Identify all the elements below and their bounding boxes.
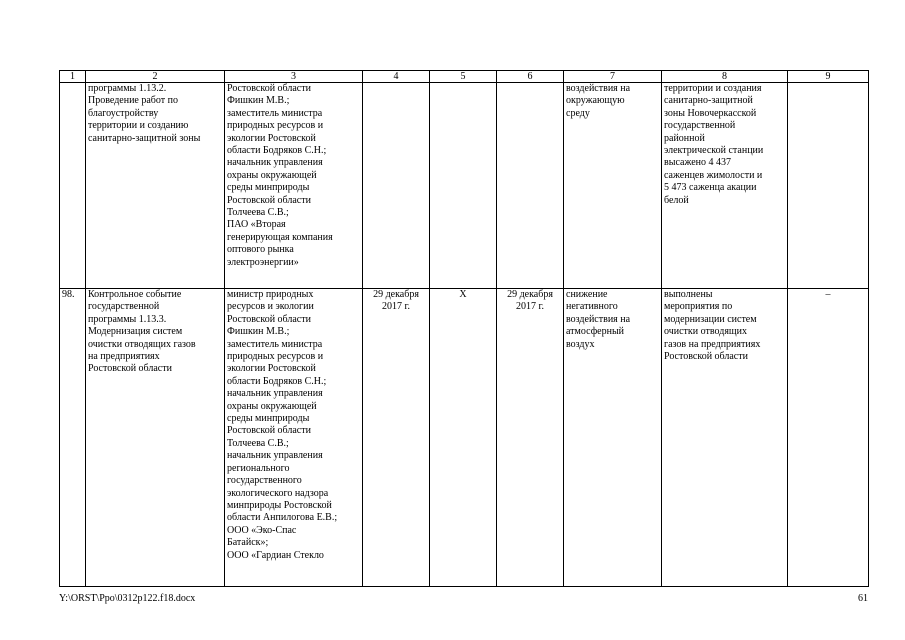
header-cell: 5 [430, 71, 497, 83]
info-cell: выполнены мероприятия по модернизации систем очистки отводящих газов на предприятиях Ростовской области [662, 289, 788, 587]
header-cell: 1 [60, 71, 86, 83]
header-cell: 3 [225, 71, 363, 83]
info-cell: территории и создания санитарно-защитной зоны Новочеркасской государственной районной электрической станции высажено 4 437 саженцев жимолости и 5 473 саженца акации белой [662, 83, 788, 289]
page-number: 61 [858, 593, 868, 604]
header-cell: 7 [564, 71, 662, 83]
table-row [60, 289, 869, 587]
column-9-cell [788, 83, 869, 289]
actual-date-cell: 29 декабря 2017 г. [497, 289, 564, 587]
header-cell: 2 [86, 71, 225, 83]
event-name-cell: программы 1.13.2. Проведение работ по благоустройству территории и созданию санитарно-защитной зоны [86, 83, 225, 289]
result-cell: снижение негативного воздействия на атмосферный воздух [564, 289, 662, 587]
header-cell: 8 [662, 71, 788, 83]
planned-date-cell [363, 83, 430, 289]
report-table [59, 70, 869, 587]
header-cell: 6 [497, 71, 564, 83]
row-number-cell: 98. [60, 289, 86, 587]
actual-date-cell [497, 83, 564, 289]
column-number-row [60, 71, 869, 83]
header-cell: 4 [363, 71, 430, 83]
table-row [60, 83, 869, 289]
column-5-cell: Х [430, 289, 497, 587]
footer-file-path: Y:\ORST\Ppo\0312p122.f18.docx [59, 593, 196, 604]
planned-date-cell: 29 декабря 2017 г. [363, 289, 430, 587]
result-cell: воздействия на окружающую среду [564, 83, 662, 289]
responsible-cell: министр природных ресурсов и экологии Ростовской области Фишкин М.В.; заместитель министра природных ресурсов и экологии Ростовской области Бодряков С.Н.; начальник управления охраны окружающей среды минприроды Ростовской области Толчеева С.В.; начальник управления регионального государственного экологического надзора минприроды Ростовской области Анпилогова Е.В.; ООО «Эко-Спас Батайск»; ООО «Гардиан Стекло [225, 289, 363, 587]
row-number-cell [60, 83, 86, 289]
event-name-cell: Контрольное событие государственной программы 1.13.3. Модернизация систем очистки отводящих газов на предприятиях Ростовской области [86, 289, 225, 587]
column-9-cell: – [788, 289, 869, 587]
column-5-cell [430, 83, 497, 289]
responsible-cell: Ростовской области Фишкин М.В.; заместитель министра природных ресурсов и экологии Ростовской области Бодряков С.Н.; начальник управления охраны окружающей среды минприроды Ростовской области Толчеева С.В.; ПАО «Вторая генерирующая компания оптового рынка электроэнергии» [225, 83, 363, 289]
header-cell: 9 [788, 71, 869, 83]
